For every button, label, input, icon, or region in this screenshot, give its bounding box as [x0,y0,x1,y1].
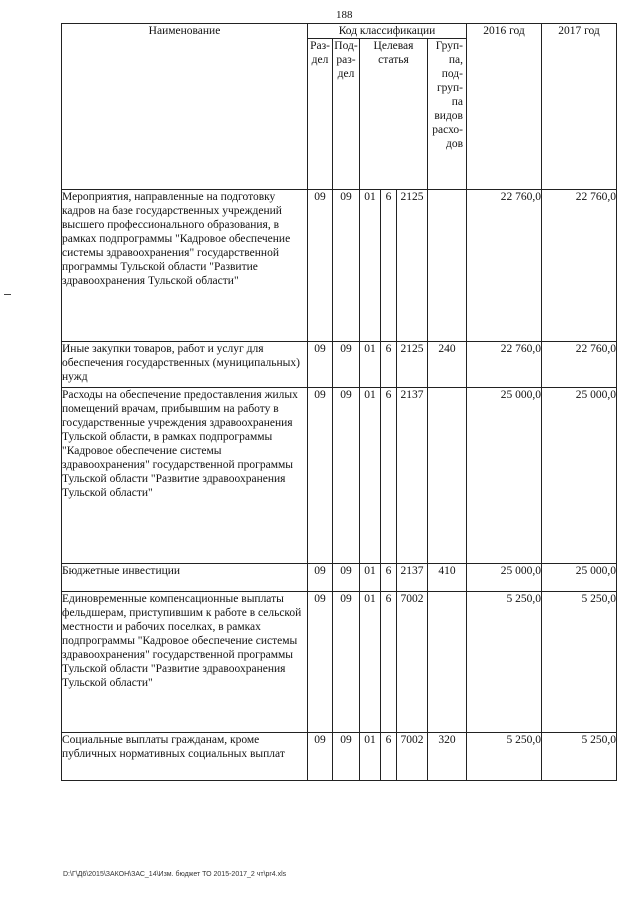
row-target-direction: 2125 [397,190,428,342]
header-year-2017: 2017 год [542,24,617,190]
row-target-subprogram: 6 [381,564,397,592]
file-path-footer: D:\Г\Д6\2015\ЗАКОН\ЗАС_14\Изм. бюджет ТО 2015-2017_2 чт\pr4.xls [63,871,287,878]
row-amount-2017: 25 000,0 [542,388,617,564]
row-subsection: 09 [333,342,360,388]
header-year-2016: 2016 год [467,24,542,190]
row-expense-type: 320 [428,733,467,781]
header-expense-group: Груп-па, под-груп-па видов расхо-дов [428,39,467,190]
row-target-program: 01 [360,342,381,388]
table-row [62,388,617,564]
row-name: Расходы на обеспечение предоставления жилых помещений врачам, прибывшим на работу в государственные учреждения здравоохранения Тульской области, в рамках подпрограммы "Кадровое обеспечение системы здравоохранения" государственной программы Тульской области "Развитие здравоохранения Тульской области" [62,388,308,564]
table-body [62,190,617,781]
row-expense-type: 240 [428,342,467,388]
row-target-subprogram: 6 [381,342,397,388]
row-expense-type [428,190,467,342]
row-subsection: 09 [333,733,360,781]
table-row [62,592,617,733]
row-target-program: 01 [360,190,381,342]
row-amount-2016: 5 250,0 [467,733,542,781]
row-target-direction: 7002 [397,733,428,781]
table-row [62,190,617,342]
row-amount-2016: 22 760,0 [467,190,542,342]
row-target-subprogram: 6 [381,592,397,733]
row-amount-2017: 22 760,0 [542,190,617,342]
header-name: Наименование [62,24,308,190]
table-row [62,733,617,781]
row-expense-type [428,592,467,733]
row-expense-type: 410 [428,564,467,592]
row-expense-type [428,388,467,564]
row-section: 09 [308,190,333,342]
row-target-program: 01 [360,564,381,592]
row-section: 09 [308,342,333,388]
row-subsection: 09 [333,592,360,733]
row-subsection: 09 [333,190,360,342]
table-row [62,564,617,592]
row-target-subprogram: 6 [381,190,397,342]
row-section: 09 [308,564,333,592]
header-subsection: Под-раз-дел [333,39,360,190]
row-name: Единовременные компенсационные выплаты фельдшерам, приступившим к работе в сельской местности и рабочих поселках, в рамках подпрограммы "Кадровое обеспечение системы здравоохранения" государственной программы Тульской области "Развитие здравоохранения Тульской области" [62,592,308,733]
row-target-subprogram: 6 [381,733,397,781]
row-amount-2016: 25 000,0 [467,388,542,564]
budget-table [61,23,617,781]
row-target-subprogram: 6 [381,388,397,564]
row-target-program: 01 [360,388,381,564]
header-target-article: Целевая статья [360,39,428,190]
row-target-direction: 2137 [397,388,428,564]
row-amount-2017: 5 250,0 [542,733,617,781]
row-target-direction: 7002 [397,592,428,733]
page-number: 188 [336,9,353,21]
margin-mark [4,294,11,295]
row-amount-2017: 22 760,0 [542,342,617,388]
row-name: Иные закупки товаров, работ и услуг для обеспечения государственных (муниципальных) нужд [62,342,308,388]
row-subsection: 09 [333,388,360,564]
row-name: Бюджетные инвестиции [62,564,308,592]
row-section: 09 [308,592,333,733]
table-row [62,342,617,388]
row-name: Мероприятия, направленные на подготовку кадров на базе государственных учреждений высшего профессионального образования, в рамках подпрограммы "Кадровое обеспечение системы здравоохранения" государственной программы Тульской области "Развитие здравоохранения Тульской области" [62,190,308,342]
row-amount-2016: 25 000,0 [467,564,542,592]
row-amount-2017: 25 000,0 [542,564,617,592]
row-amount-2016: 22 760,0 [467,342,542,388]
row-target-program: 01 [360,592,381,733]
row-section: 09 [308,733,333,781]
row-target-program: 01 [360,733,381,781]
row-name: Социальные выплаты гражданам, кроме публичных нормативных социальных выплат [62,733,308,781]
row-amount-2016: 5 250,0 [467,592,542,733]
row-target-direction: 2125 [397,342,428,388]
row-subsection: 09 [333,564,360,592]
header-code: Код классификации [308,24,467,39]
row-section: 09 [308,388,333,564]
row-amount-2017: 5 250,0 [542,592,617,733]
header-section: Раз-дел [308,39,333,190]
row-target-direction: 2137 [397,564,428,592]
